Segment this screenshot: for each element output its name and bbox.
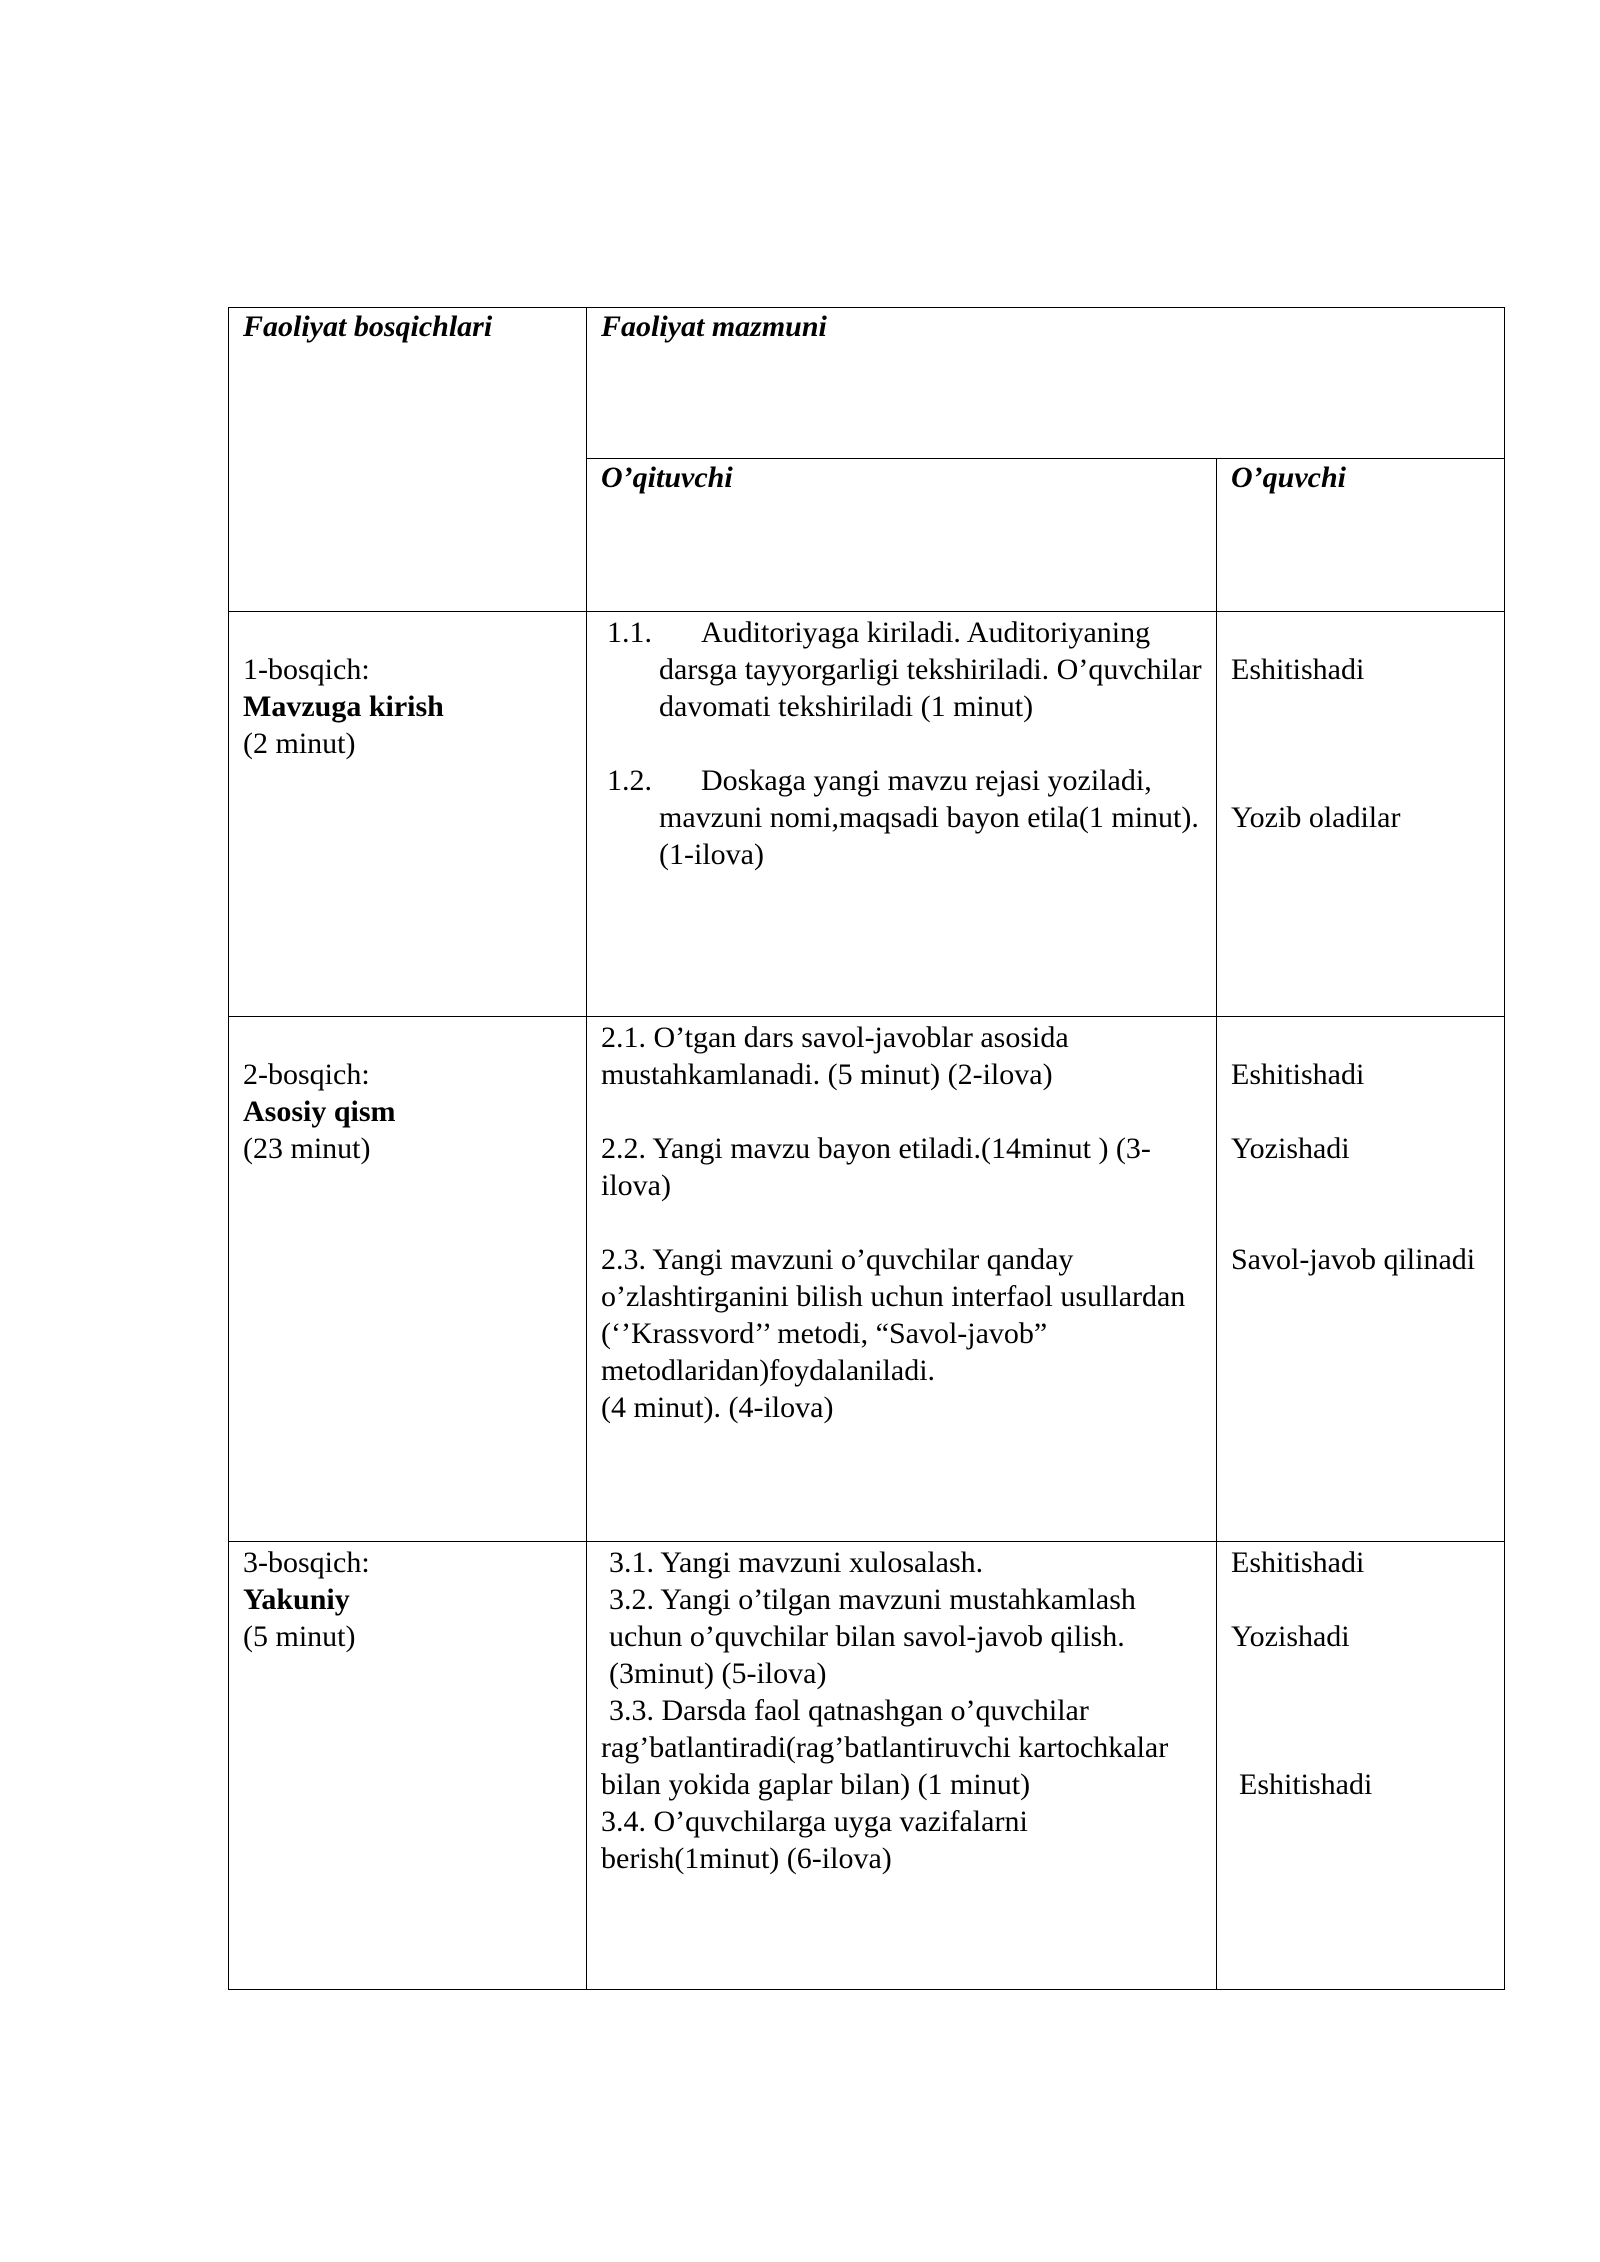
item-number: 1.1. — [607, 616, 652, 649]
stage-name: Mavzuga kirish — [243, 690, 444, 723]
spacer — [601, 1204, 1202, 1241]
teacher-item: 3.1. Yangi mavzuni xulosalash. — [609, 1546, 984, 1579]
stage-row-1 — [229, 612, 1505, 1017]
header-content: Faoliyat mazmuni — [601, 310, 827, 343]
stage-cell-1 — [229, 612, 587, 1017]
spacer — [1231, 1167, 1490, 1241]
student-item: Yozishadi — [1231, 1132, 1350, 1165]
header-stages-cell — [229, 308, 587, 612]
teacher-cell-3 — [587, 1542, 1217, 1990]
student-item: Eshitishadi — [1231, 1058, 1365, 1091]
stage-duration: (2 minut) — [243, 727, 356, 760]
header-teacher: O’qituvchi — [601, 461, 733, 494]
teacher-item — [607, 762, 1202, 873]
teacher-item: 2.2. Yangi mavzu bayon etiladi.(14minut ) (3-ilova) — [601, 1132, 1151, 1202]
student-item: Yozishadi — [1231, 1620, 1350, 1653]
student-cell-2 — [1217, 1017, 1505, 1542]
item-text: 3.3. Darsda faol qatnashgan o’quvchilar rag’batlantiradi(rag’batlantiruvchi kartochkalar bilan yokida gaplar bilan) (1 minut) — [601, 1694, 1169, 1801]
lesson-plan-table — [228, 307, 1505, 1990]
spacer — [1231, 1655, 1490, 1766]
stage-label: 3-bosqich: — [243, 1546, 370, 1579]
student-cell-1 — [1217, 612, 1505, 1017]
student-cell-3 — [1217, 1542, 1505, 1990]
student-item: Eshitishadi — [1231, 1546, 1365, 1579]
stage-cell-3 — [229, 1542, 587, 1990]
teacher-item: 3.4. O’quvchilarga uyga vazifalarni berish(1minut) (6-ilova) — [601, 1805, 1028, 1875]
teacher-item: 2.3. Yangi mavzuni o’quvchilar qanday o’zlashtirganini bilish uchun interfaol usullardan (‘’Krassvord’’ metodi, “Savol-javob” metodlaridan)foydalaniladi. — [601, 1243, 1186, 1387]
spacer — [601, 1093, 1202, 1130]
header-teacher-cell — [587, 459, 1217, 612]
stage-duration: (5 minut) — [243, 1620, 356, 1653]
spacer — [1231, 688, 1490, 799]
spacer — [1231, 1581, 1490, 1618]
teacher-item: 3.2. Yangi o’tilgan mavzuni mustahkamlash uchun o’quvchilar bilan savol-javob qilish. (3minut) (5-ilova) — [609, 1583, 1136, 1690]
spacer — [1231, 1093, 1490, 1130]
item-text: Auditoriyaga kiriladi. Auditoriyaning darsga tayyorgarligi tekshiriladi. O’quvchilar davomati tekshiriladi (1 minut) — [659, 616, 1202, 723]
spacer — [607, 725, 1202, 762]
teacher-item: (4 minut). (4-ilova) — [601, 1391, 834, 1424]
stage-row-2 — [229, 1017, 1505, 1542]
header-stages: Faoliyat bosqichlari — [243, 310, 493, 343]
teacher-item — [601, 1692, 1202, 1803]
stage-label: 2-bosqich: — [243, 1058, 370, 1091]
header-student-cell — [1217, 459, 1505, 612]
stage-name: Asosiy qism — [243, 1095, 396, 1128]
stage-cell-2 — [229, 1017, 587, 1542]
teacher-item: 2.1. O’tgan dars savol-javoblar asosida mustahkamlanadi. (5 minut) (2-ilova) — [601, 1021, 1069, 1091]
student-item: Eshitishadi — [1231, 653, 1365, 686]
stage-label: 1-bosqich: — [243, 653, 370, 686]
header-content-cell — [587, 308, 1505, 459]
header-row-1 — [229, 308, 1505, 459]
stage-row-3 — [229, 1542, 1505, 1990]
header-student: O’quvchi — [1231, 461, 1346, 494]
student-item: Savol-javob qilinadi — [1231, 1243, 1476, 1276]
stage-name: Yakuniy — [243, 1583, 350, 1616]
stage-duration: (23 minut) — [243, 1132, 371, 1165]
student-item: Yozib oladilar — [1231, 801, 1401, 834]
item-number: 1.2. — [607, 764, 652, 797]
item-text: Doskaga yangi mavzu rejasi yoziladi, mavzuni nomi,maqsadi bayon etila(1 minut). (1-ilova) — [659, 764, 1199, 871]
teacher-item — [607, 614, 1202, 725]
student-item: Eshitishadi — [1239, 1768, 1373, 1801]
teacher-cell-1 — [587, 612, 1217, 1017]
teacher-cell-2 — [587, 1017, 1217, 1542]
